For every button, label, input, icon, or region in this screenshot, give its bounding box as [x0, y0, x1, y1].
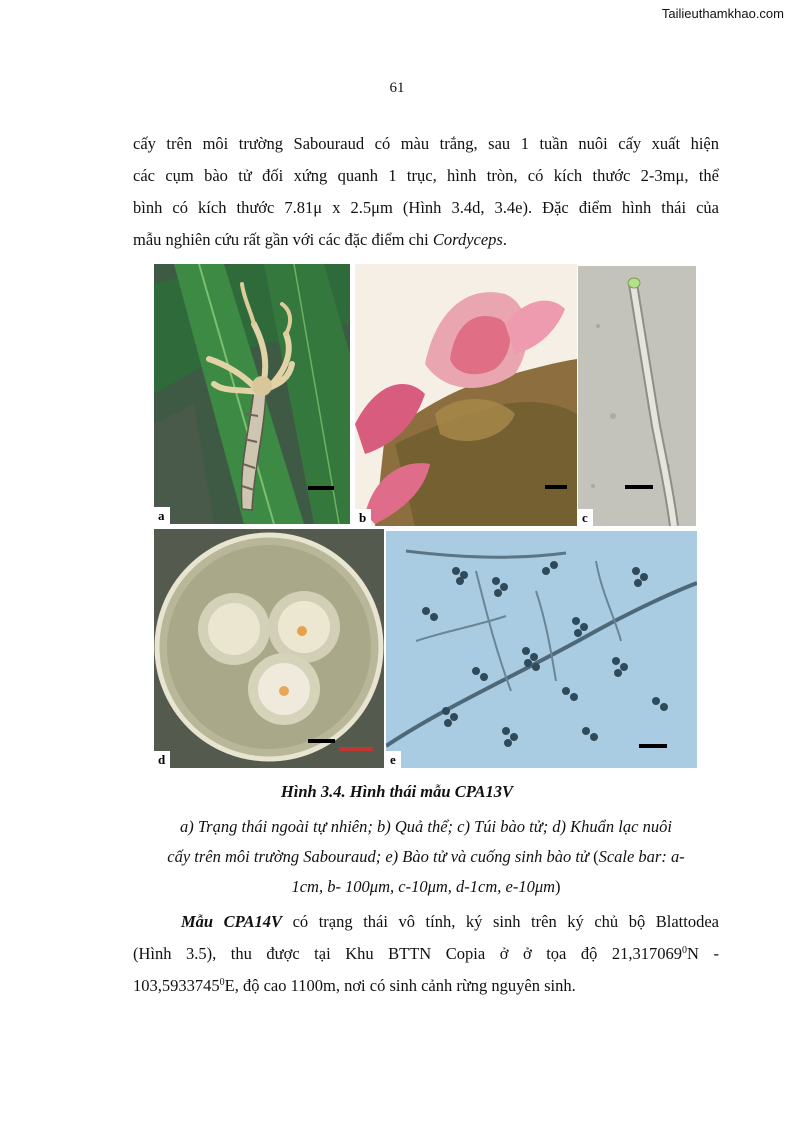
superscript: 0 [219, 977, 225, 988]
figure-panel-a [154, 264, 350, 524]
text: có trạng thái vô tính, ký sinh trên ký chủ bộ Blattodea [282, 912, 719, 931]
text: Scale bar: a- [598, 847, 685, 866]
paragraph-1-line: cấy trên môi trường Sabouraud có màu trắng, sau 1 tuần nuôi cấy xuất hiện [133, 134, 719, 153]
figure-title: Hình 3.4. Hình thái mẫu CPA13V [280, 782, 514, 801]
panel-label-d: d [154, 751, 170, 768]
figure-panel-e [386, 531, 697, 768]
paragraph-1 [133, 128, 719, 256]
paragraph-1-line: các cụm bào tử đối xứng quanh 1 trục, hình tròn, có kích thước 2-3mμ, thể [133, 166, 719, 185]
panel-label-b: b [355, 509, 371, 526]
paragraph-2 [133, 906, 719, 1002]
scale-bar [625, 485, 653, 489]
scale-bar [308, 739, 335, 743]
specimen-photo [154, 264, 350, 524]
paragraph-2-line [133, 938, 719, 970]
text: . [502, 230, 507, 249]
caption-line [130, 842, 722, 872]
text: 103,5933745 [133, 976, 220, 995]
paragraph-2-line [133, 970, 719, 1002]
text: cấy trên môi trường Sabouraud; e) Bào tử và cuống sinh bào tử [167, 847, 589, 866]
caption-line [130, 872, 722, 902]
text: ( [588, 847, 599, 866]
text: mẫu nghiên cứu rất gần với các đặc điểm chi [133, 230, 433, 249]
colony-culture-photo [154, 529, 384, 768]
scale-bar [545, 485, 567, 489]
page-number: 61 [389, 80, 405, 96]
fruiting-body-micrograph [355, 264, 577, 526]
watermark: Tailieuthamkhao.com [661, 6, 784, 21]
paragraph-1-last-line [133, 224, 719, 256]
panel-label-a: a [154, 507, 170, 524]
text: 1cm, b- 100μm, c-10μm, d-1cm, e-10μm [291, 877, 556, 896]
paragraph-2-line [133, 906, 719, 938]
paragraph-1-line: bình có kích thước 7.81μ x 2.5μm (Hình 3.4d, 3.4e). Đặc điểm hình thái của [133, 198, 719, 217]
panel-label-c: c [578, 509, 593, 526]
superscript: 0 [682, 945, 688, 956]
figure-panel-d [154, 529, 384, 768]
spore-micrograph [386, 531, 697, 768]
specimen-name: Mẫu CPA14V [181, 912, 283, 931]
text: N - [687, 944, 719, 963]
scale-bar [639, 744, 667, 748]
figure-caption [130, 812, 722, 902]
scale-bar [308, 486, 334, 490]
text: ) [555, 877, 561, 896]
figure-panel-b [355, 264, 577, 526]
caption-line: a) Trạng thái ngoài tự nhiên; b) Quả thể; c) Túi bào tử; d) Khuẩn lạc nuôi [180, 817, 672, 836]
text: (Hình 3.5), thu được tại Khu BTTN Copia ở ở tọa độ 21,317069 [133, 944, 683, 963]
text: E, độ cao 1100m, nơi có sinh cảnh rừng nguyên sinh. [224, 976, 576, 995]
panel-label-e: e [386, 751, 401, 768]
figure-panel-c [578, 266, 696, 526]
genus-name: Cordyceps [432, 230, 503, 249]
